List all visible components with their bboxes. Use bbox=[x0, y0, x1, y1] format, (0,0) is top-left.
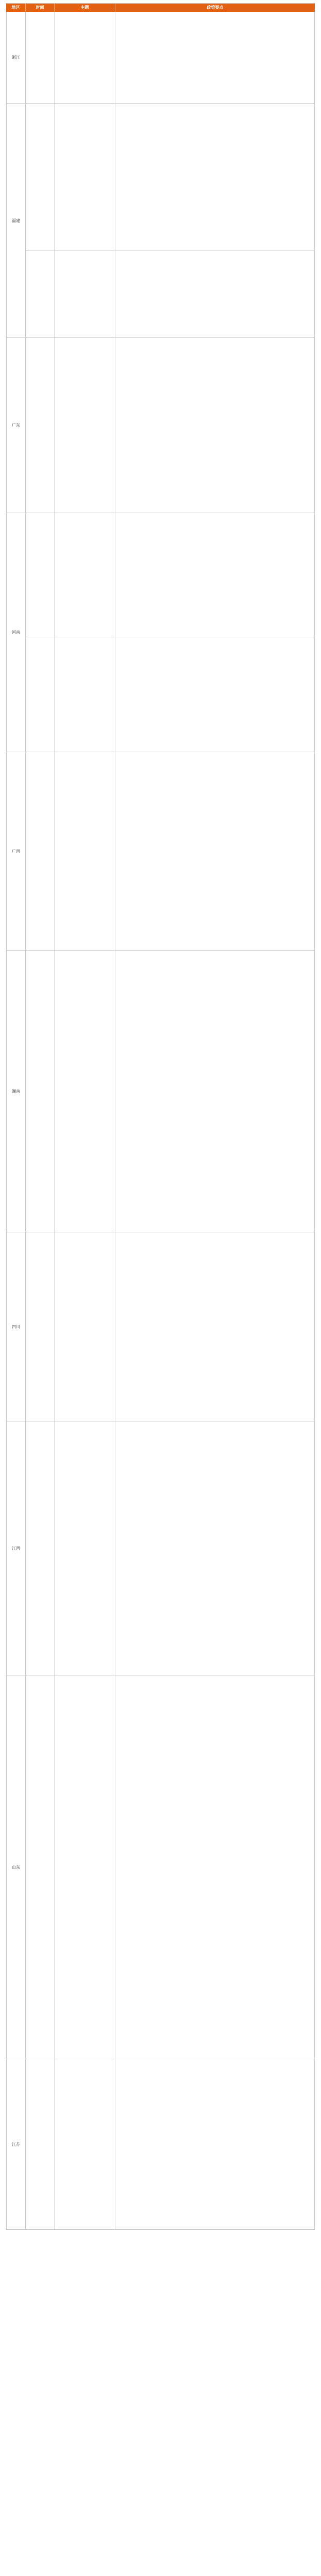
region-rows bbox=[26, 752, 315, 950]
region-name-cell: 广东 bbox=[6, 338, 26, 513]
table-header-row bbox=[6, 4, 315, 12]
region-rows bbox=[26, 1675, 315, 2059]
region-group bbox=[6, 513, 315, 752]
date-cell bbox=[26, 513, 55, 637]
date-cell bbox=[26, 338, 55, 513]
region-group bbox=[6, 104, 315, 338]
topic-cell bbox=[55, 637, 115, 752]
topic-cell bbox=[55, 1232, 115, 1421]
region-group bbox=[6, 2059, 315, 2230]
date-cell bbox=[26, 104, 55, 250]
policy-content-cell bbox=[115, 752, 315, 950]
date-cell bbox=[26, 251, 55, 337]
region-group bbox=[6, 338, 315, 513]
region-group bbox=[6, 951, 315, 1232]
region-name-cell: 四川 bbox=[6, 1232, 26, 1421]
region-name-cell: 山东 bbox=[6, 1675, 26, 2059]
region-name-cell: 河南 bbox=[6, 513, 26, 752]
table-row bbox=[26, 1232, 315, 1421]
region-rows bbox=[26, 2059, 315, 2229]
table-row bbox=[26, 1421, 315, 1675]
table-row bbox=[26, 251, 315, 337]
policy-content-cell bbox=[115, 513, 315, 637]
date-cell bbox=[26, 1232, 55, 1421]
topic-cell bbox=[55, 104, 115, 250]
date-cell bbox=[26, 2059, 55, 2229]
date-cell bbox=[26, 637, 55, 752]
region-rows bbox=[26, 951, 315, 1232]
topic-cell bbox=[55, 338, 115, 513]
header-content: 政策要点 bbox=[207, 5, 224, 10]
region-name-cell: 江苏 bbox=[6, 2059, 26, 2229]
policy-content-cell bbox=[115, 1421, 315, 1675]
date-cell bbox=[26, 12, 55, 103]
table-row bbox=[26, 752, 315, 950]
date-cell bbox=[26, 752, 55, 950]
region-rows bbox=[26, 1421, 315, 1675]
policy-content-cell bbox=[115, 251, 315, 337]
policy-content-cell bbox=[115, 104, 315, 250]
region-name-cell: 浙江 bbox=[6, 12, 26, 103]
table-row bbox=[26, 1675, 315, 2059]
region-rows bbox=[26, 338, 315, 513]
region-rows bbox=[26, 104, 315, 337]
policy-content-cell bbox=[115, 2059, 315, 2229]
topic-cell bbox=[55, 1675, 115, 2059]
topic-cell bbox=[55, 251, 115, 337]
policy-content-cell bbox=[115, 12, 315, 103]
region-group bbox=[6, 1675, 315, 2059]
policy-content-cell bbox=[115, 951, 315, 1232]
table-row bbox=[26, 12, 315, 103]
region-rows bbox=[26, 1232, 315, 1421]
policy-content-cell bbox=[115, 1232, 315, 1421]
region-name-cell: 广西 bbox=[6, 752, 26, 950]
policy-content-cell bbox=[115, 1675, 315, 2059]
topic-cell bbox=[55, 12, 115, 103]
table-row bbox=[26, 2059, 315, 2229]
header-region: 地区 bbox=[6, 4, 26, 12]
table-row bbox=[26, 513, 315, 637]
region-name-cell: 福建 bbox=[6, 104, 26, 337]
region-group bbox=[6, 12, 315, 104]
region-group bbox=[6, 752, 315, 951]
table-row bbox=[26, 338, 315, 513]
topic-cell bbox=[55, 752, 115, 950]
policy-table bbox=[6, 3, 315, 2230]
region-rows bbox=[26, 12, 315, 103]
table-row bbox=[26, 104, 315, 251]
topic-cell bbox=[55, 1421, 115, 1675]
region-group bbox=[6, 1421, 315, 1675]
table-row bbox=[26, 951, 315, 1232]
policy-content-cell bbox=[115, 637, 315, 752]
region-rows bbox=[26, 513, 315, 752]
topic-cell bbox=[55, 951, 115, 1232]
topic-cell bbox=[55, 513, 115, 637]
table-body bbox=[6, 12, 315, 2230]
table-row bbox=[26, 637, 315, 752]
header-topic: 主题 bbox=[55, 4, 115, 12]
date-cell bbox=[26, 1421, 55, 1675]
policy-content-cell bbox=[115, 338, 315, 513]
header-date: 时间 bbox=[26, 4, 55, 12]
date-cell bbox=[26, 1675, 55, 2059]
region-name-cell: 江西 bbox=[6, 1421, 26, 1675]
region-group bbox=[6, 1232, 315, 1421]
region-name-cell: 湖南 bbox=[6, 951, 26, 1232]
topic-cell bbox=[55, 2059, 115, 2229]
date-cell bbox=[26, 951, 55, 1232]
